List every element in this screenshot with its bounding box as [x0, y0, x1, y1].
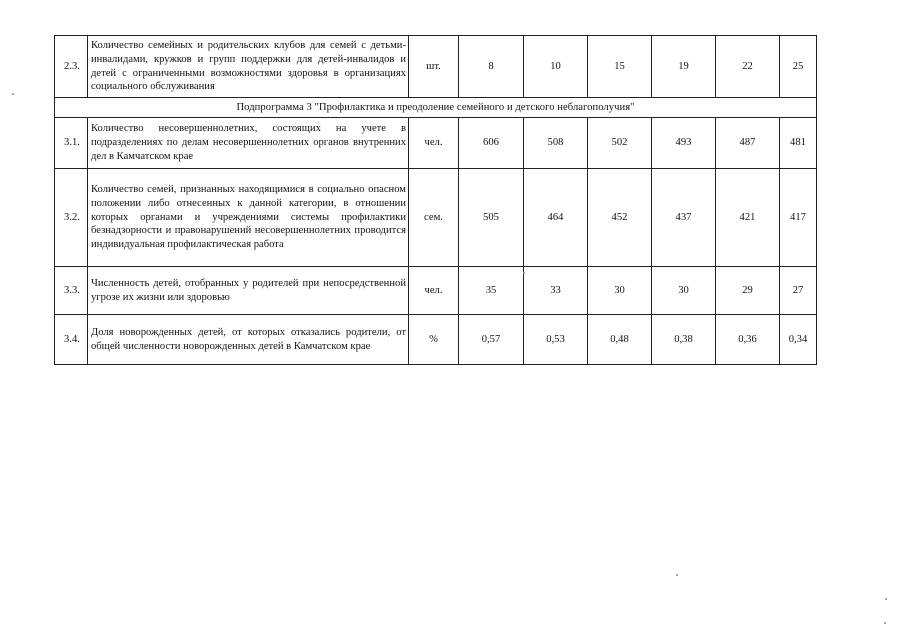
scan-speck	[885, 598, 887, 600]
value-cell: 19	[652, 36, 716, 98]
indicator-description: Количество несовершеннолетних, состоящих на учете в подразделениях по делам несовершеннолетних органов внутренних дел в Камчатском крае	[88, 118, 409, 169]
unit-cell: чел.	[409, 118, 459, 169]
value-cell: 15	[588, 36, 652, 98]
value-cell: 606	[459, 118, 524, 169]
unit-cell: сем.	[409, 169, 459, 267]
value-cell: 0,48	[588, 315, 652, 365]
table-row	[55, 267, 817, 315]
unit-cell: %	[409, 315, 459, 365]
table-row	[55, 315, 817, 365]
value-cell: 502	[588, 118, 652, 169]
value-cell: 30	[652, 267, 716, 315]
table-row	[55, 169, 817, 267]
value-cell: 452	[588, 169, 652, 267]
value-cell: 464	[524, 169, 588, 267]
value-cell: 10	[524, 36, 588, 98]
indicators-table	[54, 35, 817, 365]
value-cell: 493	[652, 118, 716, 169]
row-number: 3.1.	[55, 118, 88, 169]
value-cell: 30	[588, 267, 652, 315]
scan-speck	[12, 93, 14, 95]
table-row	[55, 36, 817, 98]
row-number: 3.4.	[55, 315, 88, 365]
scan-speck	[676, 574, 678, 576]
scan-speck	[884, 622, 886, 624]
value-cell: 0,36	[716, 315, 780, 365]
unit-cell: шт.	[409, 36, 459, 98]
value-cell: 0,34	[780, 315, 817, 365]
table-row	[55, 118, 817, 169]
value-cell: 437	[652, 169, 716, 267]
indicator-description: Количество семей, признанных находящимися в социально опасном положении либо отнесенных к данной категории, в отношении которых органами и учреждениями системы профилактики безнадзорности и правонарушений несовершеннолетних проводится индивидуальная профилактическая работа	[88, 169, 409, 267]
indicator-description: Количество семейных и родительских клубов для семей с детьми-инвалидами, кружков и групп поддержки для детей-инвалидов и детей с ограниченными возможностями здоровья в организациях социального обслуживания	[88, 36, 409, 98]
value-cell: 487	[716, 118, 780, 169]
indicator-description: Доля новорожденных детей, от которых отказались родители, от общей численности новорожденных детей в Камчатском крае	[88, 315, 409, 365]
indicator-description: Численность детей, отобранных у родителей при непосредственной угрозе их жизни или здоровью	[88, 267, 409, 315]
value-cell: 421	[716, 169, 780, 267]
value-cell: 0,38	[652, 315, 716, 365]
value-cell: 33	[524, 267, 588, 315]
value-cell: 505	[459, 169, 524, 267]
value-cell: 508	[524, 118, 588, 169]
value-cell: 417	[780, 169, 817, 267]
unit-cell: чел.	[409, 267, 459, 315]
value-cell: 0,53	[524, 315, 588, 365]
row-number: 2.3.	[55, 36, 88, 98]
row-number: 3.3.	[55, 267, 88, 315]
section-title: Подпрограмма 3 "Профилактика и преодоление семейного и детского неблагополучия"	[55, 98, 817, 118]
value-cell: 29	[716, 267, 780, 315]
value-cell: 481	[780, 118, 817, 169]
scan-speck	[523, 272, 525, 274]
value-cell: 0,57	[459, 315, 524, 365]
row-number: 3.2.	[55, 169, 88, 267]
value-cell: 22	[716, 36, 780, 98]
value-cell: 8	[459, 36, 524, 98]
value-cell: 25	[780, 36, 817, 98]
value-cell: 27	[780, 267, 817, 315]
section-row	[55, 98, 817, 118]
value-cell: 35	[459, 267, 524, 315]
